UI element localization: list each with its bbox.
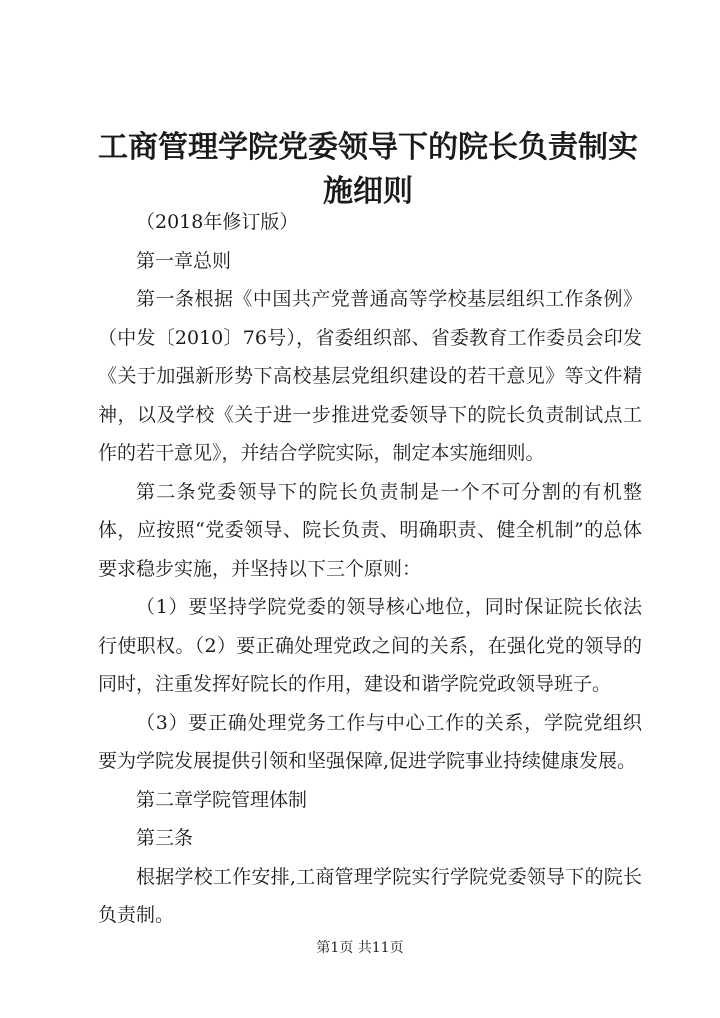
article-paragraph: 根据学校工作安排,工商管理学院实行学院党委领导下的院长负责制。 [98,865,642,926]
article-heading: 第三条 [136,827,194,849]
principle-paragraph: （3）要正确处理党务工作与中心工作的关系，学院党组织要为学院发展提供引领和坚强保障,促进学院事业持续健康发展。 [98,711,642,772]
chapter-heading: 第一章总则 [136,249,232,272]
revision-note: （2018年修订版） [136,211,299,233]
article-paragraph: 第一条根据《中国共产党普通高等学校基层组织工作条例》（中发〔2010〕76号），省委组织部、省委教育工作委员会印发《关于加强新形势下高校基层党组织建设的若干意见》等文件精神，以及学校《关于进一步推进党委领导下的院长负责制试点工作的若干意见》，并结合学院实际，制定本实施细则。 [98,288,642,464]
document-title: 工商管理学院党委领导下的院长负责制实施细则 [98,130,638,209]
document-body [98,203,642,935]
page-number-footer: 第1页 共11页 [316,940,404,956]
chapter-heading: 第二章学院管理体制 [136,788,308,811]
article-paragraph: 第二条党委领导下的院长负责制是一个不可分割的有机整体，应按照“党委领导、院长负责、明确职责、健全机制”的总体要求稳步实施，并坚持以下三个原则： [98,480,642,580]
principle-paragraph: （1）要坚持学院党委的领导核心地位，同时保证院长依法行使职权。（2）要正确处理党政之间的关系，在强化党的领导的同时，注重发挥好院长的作用，建设和谐学院党政领导班子。 [98,596,642,695]
